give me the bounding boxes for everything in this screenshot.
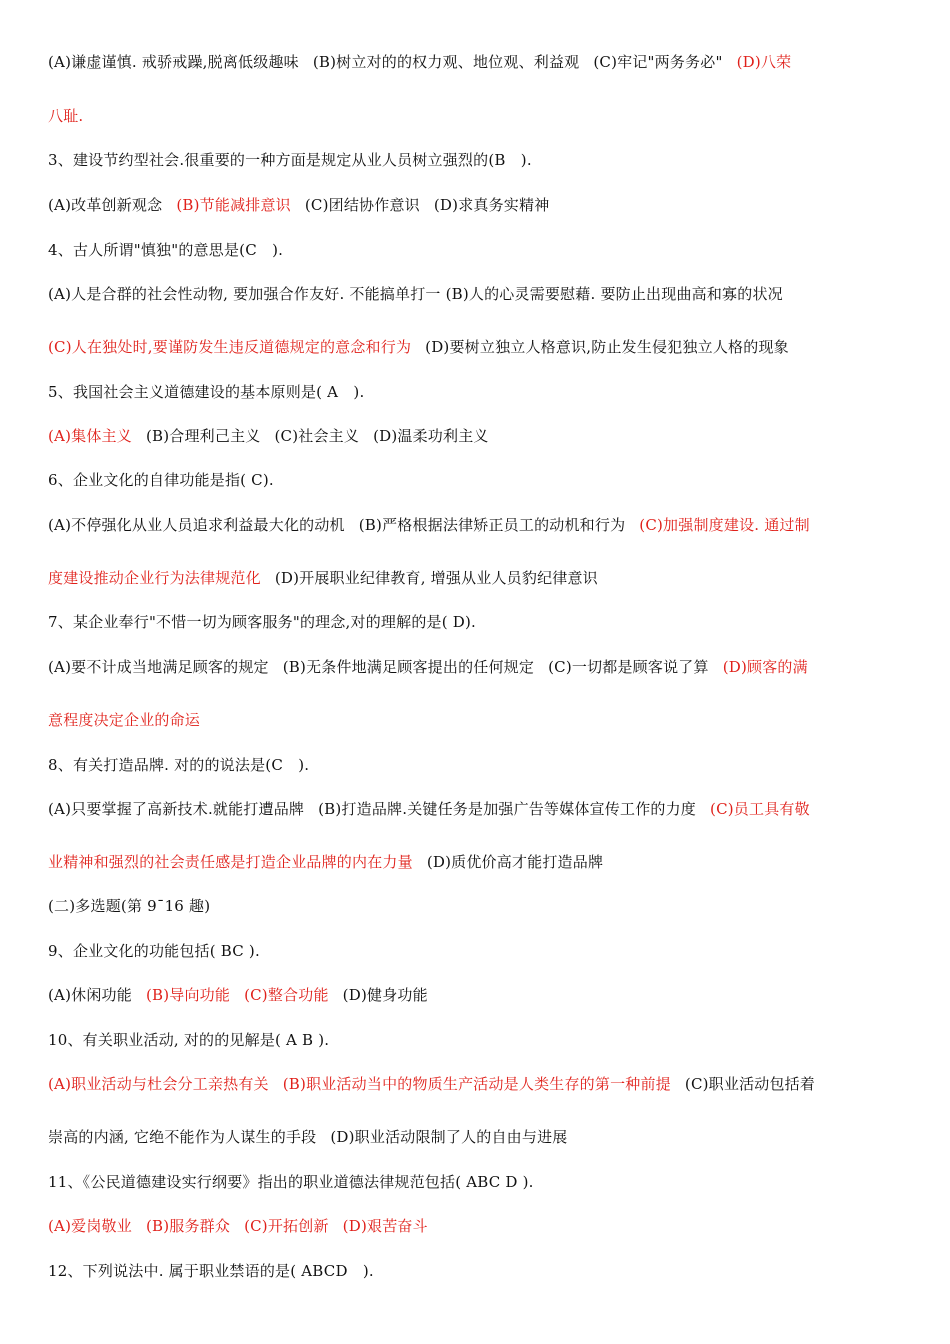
text-line [48,985,908,1005]
answer-highlight-text: (A)爱岗敬业 [48,1217,132,1235]
question-text: 10、有关职业活动, 对的的见解是( A B ). [48,1031,330,1049]
text-line [48,52,908,72]
question-text: (B)无条件地满足顾客提出的任何规定 [282,658,535,676]
question-text: (C)团结协作意识 [304,196,420,214]
question-text: 3、建设节约型社会.很重要的一种方面是规定从业人员树立强烈的(B ). [48,151,532,169]
answer-highlight-text: (C)开拓创新 [244,1217,329,1235]
question-text: (D)职业活动限制了人的自由与进展 [330,1128,568,1146]
question-text: (B)合理利己主义 [145,427,261,445]
answer-highlight-text: (B)导向功能 [145,986,231,1004]
question-text: 7、某企业奉行"不惜一切为顾客服务"的理念,对的理解的是( D). [48,613,476,631]
answer-highlight-text: 八耻. [48,107,84,125]
answer-highlight-text: (C)整合功能 [244,986,329,1004]
answer-highlight-text: (A)职业活动与杜会分工亲热有关 [48,1075,269,1093]
question-text: (A)只要掌握了高新技术.就能打遭品牌 [48,800,305,818]
question-text: (C)社会主义 [274,427,360,445]
question-text: (A)改革创新观念 [48,196,163,214]
text-line [48,896,908,916]
question-text: (D)开展职业纪律教育, 增强从业人员豹纪律意识 [274,569,598,587]
question-text: 12、下列说法中. 属于职业禁语的是( ABCD ). [48,1262,374,1280]
question-text: (D)健身功能 [342,986,428,1004]
question-text: (D)求真务实精神 [433,196,550,214]
question-text: (C)职业活动包括着 [684,1075,816,1093]
question-text: 9、企业文化的功能包括( BC ). [48,942,260,960]
question-text: (二)多选题(第 9¯16 趣) [48,897,211,915]
text-line [48,710,908,730]
answer-highlight-text: (C)加强制度建设. 通过制 [639,516,810,534]
question-text: (A)休闲功能 [48,986,132,1004]
question-text: (C)一切都是顾客说了算 [548,658,709,676]
text-line [48,755,908,775]
question-text: 5、我国社会主义道德建设的基本原则是( A ). [48,383,365,401]
question-text: (A)谦虚谨慎. 戒骄戒躁,脱离低级趣味 [48,53,299,71]
text-line [48,852,908,872]
text-line [48,382,908,402]
text-line [48,284,908,304]
question-text: (B)严格根据法律矫正员工的动机和行为 [358,516,626,534]
answer-highlight-text: (B)节能减排意识 [176,196,291,214]
text-line [48,515,908,535]
question-text: 11、《公民道德建设实行纲要》指出的职业道德法律规范包括( ABC D ). [48,1173,534,1191]
question-text: 8、有关打造品牌. 对的的说法是(C ). [48,756,310,774]
text-line [48,1074,908,1094]
text-line [48,195,908,215]
text-line [48,150,908,170]
text-line [48,1216,908,1236]
question-text: (A)要不计成当地满足顾客的规定 [48,658,269,676]
text-line [48,1172,908,1192]
question-text: (B)打造品牌.关键任务是加强广告等媒体宣传工作的力度 [318,800,697,818]
question-text: (D)温柔功利主义 [373,427,489,445]
text-line [48,1127,908,1147]
answer-highlight-text: 度建设推动企业行为法律规范化 [48,569,261,587]
question-text: (B)树立对的的权力观、地位观、利益观 [312,53,580,71]
answer-highlight-text: (C)员工具有敬 [710,800,810,818]
question-text: (D)质优价高才能打造品牌 [426,853,604,871]
answer-highlight-text: (D)艰苦奋斗 [342,1217,428,1235]
answer-highlight-text: (D)顾客的满 [722,658,808,676]
text-line [48,1261,908,1281]
answer-highlight-text: (B)服务群众 [145,1217,231,1235]
text-line [48,568,908,588]
answer-highlight-text: (C)人在独处时,要谨防发生违反道德规定的意念和行为 [48,338,412,356]
question-text: (A)人是合群的社会性动物, 要加强合作友好. 不能搞单打一 (B)人的心灵需要慰藉. 要防止出现曲高和寡的状况 [48,285,783,303]
text-line [48,470,908,490]
answer-highlight-text: (D)八荣 [736,53,792,71]
answer-highlight-text: (A)集体主义 [48,427,132,445]
text-line [48,941,908,961]
answer-highlight-text: 业精神和强烈的社会责任感是打造企业品牌的内在力量 [48,853,413,871]
question-text: (A)不停强化从业人员追求利益最大化的动机 [48,516,345,534]
question-text: (D)要树立独立人格意识,防止发生侵犯独立人格的现象 [425,338,789,356]
question-text: (C)牢记"两务务必" [593,53,723,71]
text-line [48,657,908,677]
text-line [48,799,908,819]
question-text: 6、企业文化的自律功能是指( C). [48,471,274,489]
text-line [48,426,908,446]
text-line [48,240,908,260]
text-line [48,1030,908,1050]
question-text: 崇高的内涵, 它绝不能作为人谋生的手段 [48,1128,317,1146]
answer-highlight-text: 意程度决定企业的命运 [48,711,201,729]
text-line [48,106,908,126]
text-line [48,612,908,632]
question-text: 4、古人所谓"慎独"的意思是(C ). [48,241,284,259]
text-line [48,337,908,357]
answer-highlight-text: (B)职业活动当中的物质生产活动是人类生存的第一种前提 [282,1075,671,1093]
